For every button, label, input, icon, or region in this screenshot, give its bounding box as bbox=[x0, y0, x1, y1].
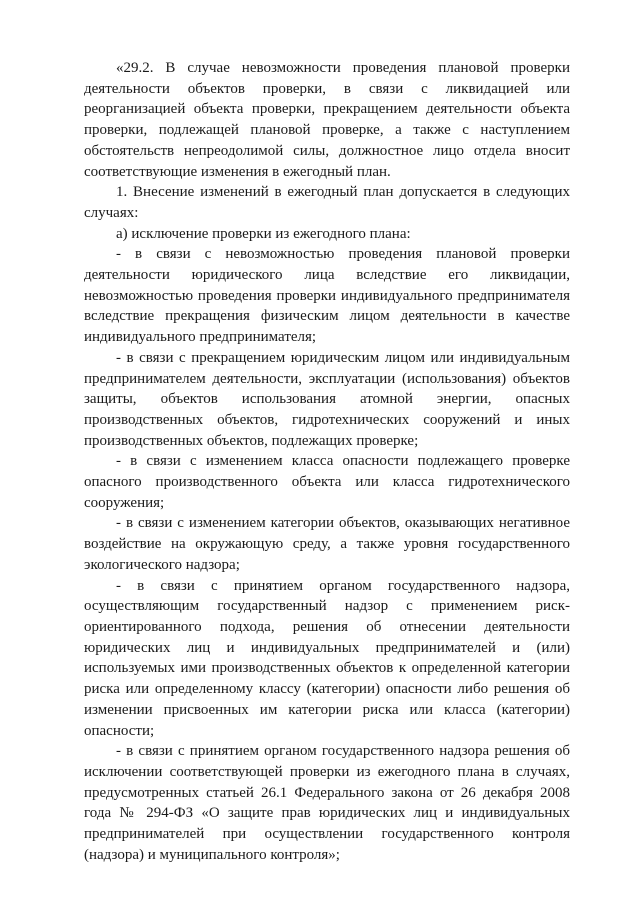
paragraph-bullet-category-change: - в связи с изменением категории объектов, оказывающих негативное воздействие на окружающую среду, а также уровня государственного экологического надзора; bbox=[84, 515, 570, 573]
paragraph-subitem-a: а) исключение проверки из ежегодного плана: bbox=[116, 225, 411, 242]
paragraph-item-1: 1. Внесение изменений в ежегодный план допускается в следующих случаях: bbox=[84, 184, 570, 221]
paragraph-bullet-termination: - в связи с прекращением юридическим лицом или индивидуальным предпринимателем деятельности, эксплуатации (использования) объектов защиты, объектов использования атомной энергии, опасных производственных объектов, гидротехнических сооружений и иных производственных объектов, подлежащих проверке; bbox=[84, 349, 570, 449]
document-body bbox=[84, 58, 570, 865]
paragraph-bullet-exclusion-decision: - в связи с принятием органом государственного надзора решения об исключении соответствующей проверки из ежегодного плана в случаях, предусмотренных статьей 26.1 Федерального закона от 26 декабря 2008 года № 294-ФЗ «О защите прав юридических лиц и индивидуальных предпринимателей при осуществлении государственного контроля (надзора) и муниципального контроля»; bbox=[84, 743, 570, 863]
paragraph-29-2: «29.2. В случае невозможности проведения плановой проверки деятельности объектов проверки, в связи с ликвидацией или реорганизацией объекта проверки, прекращением деятельности объекта проверки, подлежащей плановой проверке, а также с наступлением обстоятельств непреодолимой силы, должностное лицо отдела вносит соответствующие изменения в ежегодный план. bbox=[84, 60, 570, 180]
paragraph-bullet-hazard-class: - в связи с изменением класса опасности подлежащего проверке опасного производственного объекта или класса гидротехнического сооружения; bbox=[84, 453, 570, 511]
paragraph-bullet-risk-approach: - в связи с принятием органом государственного надзора, осуществляющим государственный надзор с применением риск-ориентированного подхода, решения об отнесении деятельности юридических лиц и индивидуальных предпринимателей и (или) используемых ими производственных объектов к определенной категории риска или определенному классу (категории) опасности либо решения об изменении присвоенных им категории риска или класса (категории) опасности; bbox=[84, 577, 570, 739]
paragraph-bullet-liquidation: - в связи с невозможностью проведения плановой проверки деятельности юридического лица вследствие его ликвидации, невозможностью проведения проверки индивидуального предпринимателя вследствие прекращения физическим лицом деятельности в качестве индивидуального предпринимателя; bbox=[84, 246, 570, 346]
